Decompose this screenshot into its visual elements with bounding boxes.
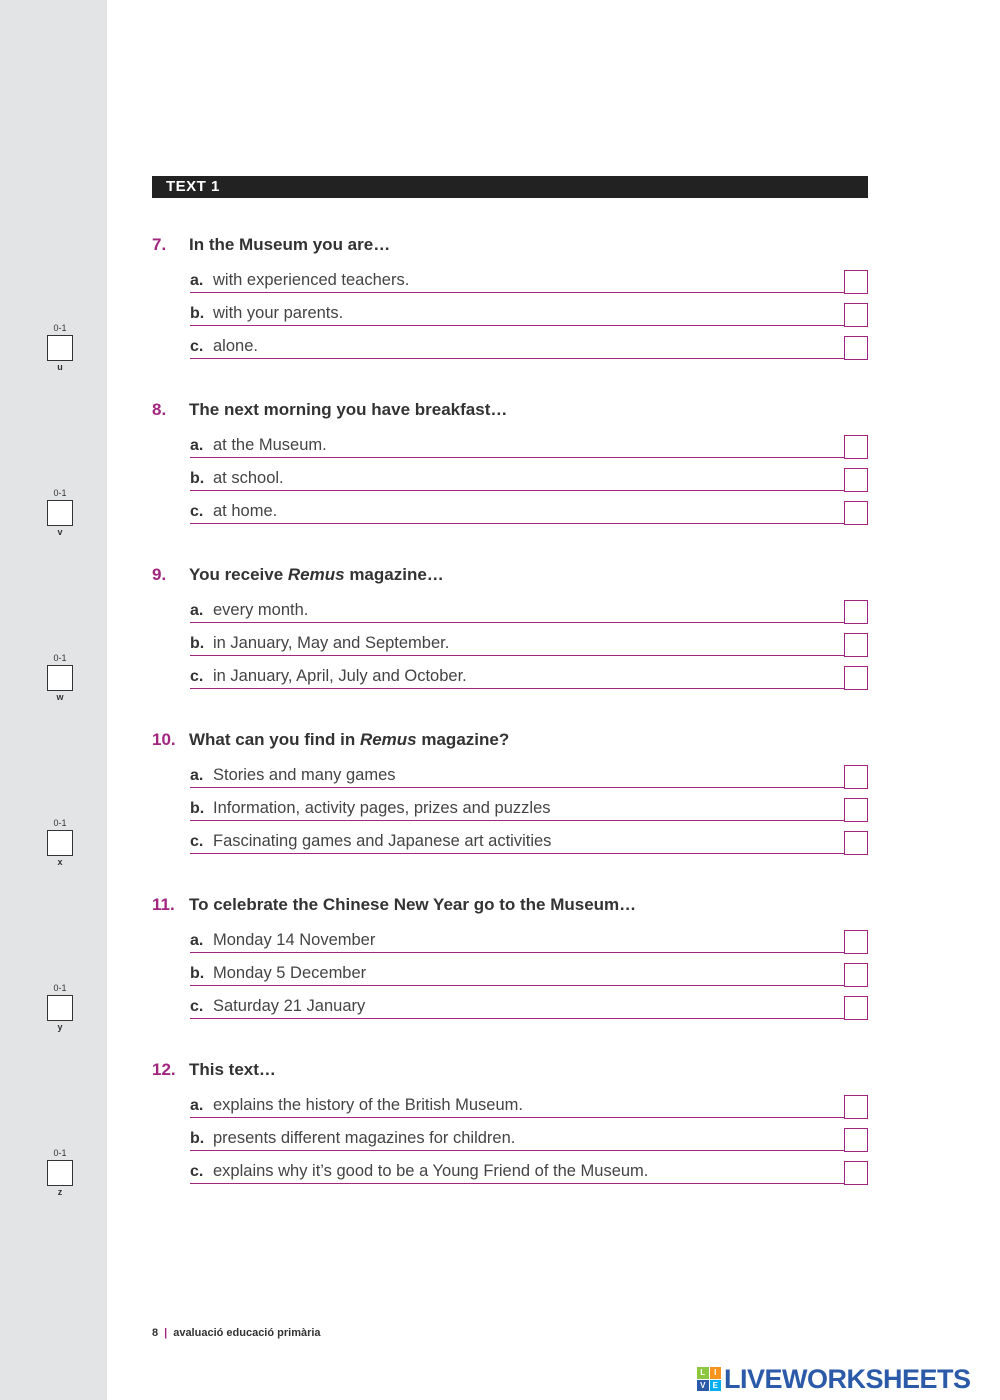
question-9: [152, 563, 868, 693]
question-text-part: magazine?: [416, 730, 510, 749]
answer-checkbox[interactable]: [844, 435, 868, 459]
option-text: Stories and many games: [213, 766, 396, 784]
score-letter: u: [57, 362, 63, 372]
answer-checkbox[interactable]: [844, 1161, 868, 1185]
question-8: [152, 398, 868, 528]
answer-option: [190, 797, 868, 821]
option-text: in January, May and September.: [213, 634, 450, 652]
answer-option: [190, 599, 868, 623]
question-text: [189, 235, 390, 254]
score-range: 0-1: [53, 818, 67, 828]
option-text: every month.: [213, 601, 309, 619]
score-input-box[interactable]: [47, 995, 73, 1021]
question-number: 10.: [152, 730, 176, 749]
option-letter: b.: [190, 635, 205, 652]
answer-checkbox[interactable]: [844, 996, 868, 1020]
question-text: [189, 400, 507, 419]
question-text-part: magazine…: [344, 565, 444, 584]
option-text: alone.: [213, 337, 258, 355]
score-box-group: [47, 323, 73, 373]
answer-checkbox[interactable]: [844, 666, 868, 690]
answer-checkbox[interactable]: [844, 798, 868, 822]
question-text: [189, 565, 444, 584]
option-letter: a.: [190, 767, 204, 784]
answer-checkbox[interactable]: [844, 270, 868, 294]
score-range: 0-1: [53, 653, 67, 663]
brand-mark-cell: E: [710, 1380, 722, 1392]
answer-option: [190, 995, 868, 1019]
option-letter: c.: [190, 338, 204, 355]
score-box-group: [47, 488, 73, 538]
option-text: at school.: [213, 469, 284, 487]
question-12: [152, 1058, 868, 1188]
answer-checkbox[interactable]: [844, 1128, 868, 1152]
score-letter: y: [57, 1022, 63, 1032]
question-prompt: [152, 893, 868, 917]
footer-text: avaluació educació primària: [173, 1327, 321, 1339]
answer-option: [190, 467, 868, 491]
answer-option: [190, 929, 868, 953]
question-text-part: You receive: [189, 565, 288, 584]
footer-separator: |: [164, 1327, 168, 1339]
option-text: in January, April, July and October.: [213, 667, 467, 685]
score-range: 0-1: [53, 323, 67, 333]
answer-option: [190, 665, 868, 689]
answer-checkbox[interactable]: [844, 633, 868, 657]
question-prompt: [152, 563, 868, 587]
score-box-group: [47, 983, 73, 1033]
option-text: explains the history of the British Museum.: [213, 1096, 523, 1114]
question-text: [189, 895, 636, 914]
brand-mark-cell: L: [697, 1367, 709, 1379]
option-letter: a.: [190, 602, 204, 619]
option-text: with your parents.: [213, 304, 344, 322]
answer-option: [190, 269, 868, 293]
option-letter: a.: [190, 437, 204, 454]
option-text: presents different magazines for children.: [213, 1129, 516, 1147]
answer-checkbox[interactable]: [844, 1095, 868, 1119]
score-range: 0-1: [53, 983, 67, 993]
answer-checkbox[interactable]: [844, 831, 868, 855]
answer-checkbox[interactable]: [844, 303, 868, 327]
option-letter: c.: [190, 1163, 204, 1180]
question-prompt: [152, 233, 868, 257]
score-input-box[interactable]: [47, 665, 73, 691]
option-letter: b.: [190, 800, 205, 817]
question-text-italic: Remus: [359, 730, 417, 749]
option-letter: b.: [190, 470, 205, 487]
option-text: Monday 14 November: [213, 931, 376, 949]
answer-option: [190, 500, 868, 524]
answer-option: [190, 830, 868, 854]
score-letter: x: [57, 857, 63, 867]
score-letter: z: [57, 1187, 63, 1197]
score-input-box[interactable]: [47, 500, 73, 526]
answer-checkbox[interactable]: [844, 765, 868, 789]
score-box-group: [47, 653, 73, 703]
page-footer: [152, 1327, 321, 1339]
option-text: Monday 5 December: [213, 964, 367, 982]
question-number: 8.: [152, 400, 167, 419]
answer-checkbox[interactable]: [844, 501, 868, 525]
option-letter: b.: [190, 305, 205, 322]
question-text-part: What can you find in: [189, 730, 360, 749]
section-title-bar: TEXT 1: [152, 176, 868, 198]
option-text: with experienced teachers.: [213, 271, 410, 289]
question-text: [189, 1060, 276, 1079]
option-letter: b.: [190, 965, 205, 982]
question-text-part: This text…: [189, 1060, 276, 1079]
option-letter: a.: [190, 932, 204, 949]
option-letter: c.: [190, 503, 204, 520]
answer-option: [190, 302, 868, 326]
answer-checkbox[interactable]: [844, 963, 868, 987]
question-number: 11.: [152, 895, 175, 914]
answer-option: [190, 632, 868, 656]
answer-option: [190, 1160, 868, 1184]
question-number: 7.: [152, 235, 167, 254]
answer-checkbox[interactable]: [844, 600, 868, 624]
answer-checkbox[interactable]: [844, 930, 868, 954]
question-text-italic: Remus: [287, 565, 345, 584]
option-text: Information, activity pages, prizes and puzzles: [213, 799, 551, 817]
score-letter: v: [57, 527, 63, 537]
score-input-box[interactable]: [47, 1160, 73, 1186]
question-number: 12.: [152, 1060, 176, 1079]
answer-option: [190, 962, 868, 986]
brand-mark-cell: I: [710, 1367, 722, 1379]
answer-option: [190, 1094, 868, 1118]
option-text: explains why it’s good to be a Young Friend of the Museum.: [213, 1162, 649, 1180]
score-input-box[interactable]: [47, 335, 73, 361]
question-7: [152, 233, 868, 363]
answer-option: [190, 434, 868, 458]
option-letter: c.: [190, 668, 204, 685]
score-box-group: [47, 1148, 73, 1198]
answer-option: [190, 1127, 868, 1151]
question-text-part: The next morning you have breakfast…: [189, 400, 508, 419]
option-text: Saturday 21 January: [213, 997, 366, 1015]
option-text: at the Museum.: [213, 436, 327, 454]
brand-mark-icon: [697, 1367, 721, 1391]
option-letter: b.: [190, 1130, 205, 1147]
question-text: [189, 730, 509, 749]
option-text: at home.: [213, 502, 278, 520]
question-10: [152, 728, 868, 858]
answer-option: [190, 335, 868, 359]
question-text-part: In the Museum you are…: [189, 235, 391, 254]
brand-name: LIVEWORKSHEETS: [724, 1363, 971, 1394]
score-letter: w: [56, 692, 64, 702]
question-number: 9.: [152, 565, 167, 584]
answer-checkbox[interactable]: [844, 336, 868, 360]
option-text: Fascinating games and Japanese art activities: [213, 832, 552, 850]
answer-checkbox[interactable]: [844, 468, 868, 492]
question-11: [152, 893, 868, 1023]
option-letter: c.: [190, 998, 204, 1015]
brand-mark-cell: V: [697, 1380, 709, 1392]
brand-logo: [697, 1363, 971, 1394]
question-prompt: [152, 1058, 868, 1082]
option-letter: a.: [190, 272, 204, 289]
page-number: 8: [152, 1327, 159, 1339]
score-box-group: [47, 818, 73, 868]
score-input-box[interactable]: [47, 830, 73, 856]
score-range: 0-1: [53, 488, 67, 498]
question-prompt: [152, 728, 868, 752]
question-prompt: [152, 398, 868, 422]
score-range: 0-1: [53, 1148, 67, 1158]
question-text-part: To celebrate the Chinese New Year go to the Museum…: [189, 895, 637, 914]
option-letter: c.: [190, 833, 204, 850]
answer-option: [190, 764, 868, 788]
option-letter: a.: [190, 1097, 204, 1114]
